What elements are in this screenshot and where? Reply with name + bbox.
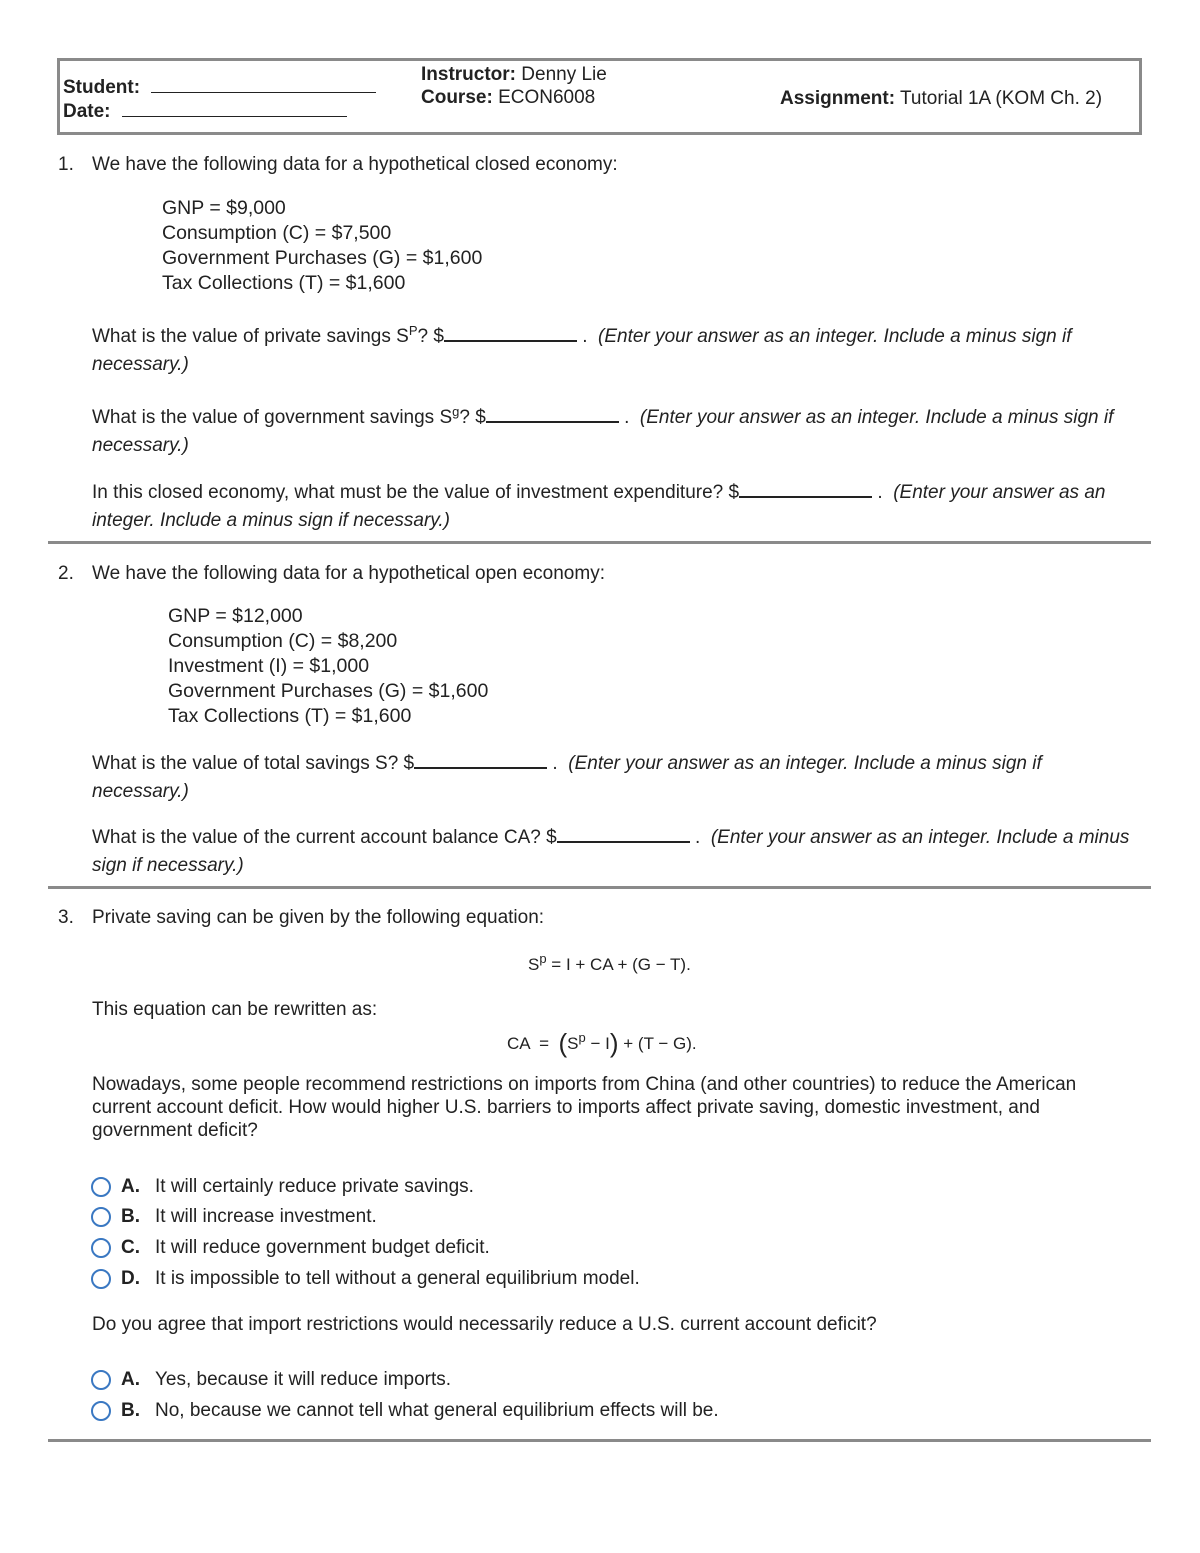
q3-question2-text: Do you agree that import restrictions would necessarily reduce a U.S. current account deficit?	[92, 1314, 877, 1335]
option-letter: B.	[121, 1206, 140, 1227]
eq2-mid: − I	[585, 1034, 610, 1053]
q1-number: 1.	[58, 154, 74, 175]
option-letter: A.	[121, 1369, 140, 1390]
assignment-label: Assignment:	[780, 88, 896, 109]
option-text: Yes, because it will reduce imports.	[155, 1369, 452, 1390]
q2-data-item: Government Purchases (G) = $1,600	[168, 680, 489, 702]
q2-number: 2.	[58, 563, 74, 584]
q1-data-item: Tax Collections (T) = $1,600	[162, 272, 406, 294]
q1-p1-after: ? $	[417, 326, 444, 347]
q1-data-item: GNP = $9,000	[162, 197, 286, 219]
q1-p2-sup: g	[452, 404, 460, 419]
q2-p2-answer-input[interactable]	[557, 823, 690, 843]
divider	[48, 541, 1151, 544]
q1-p1-text: What is the value of private savings S	[92, 326, 409, 347]
q2-p1-answer-input[interactable]	[414, 749, 547, 769]
assignment-field	[780, 88, 1102, 110]
divider	[48, 1439, 1151, 1442]
eq2-open-paren: (	[558, 1028, 568, 1058]
q2-data-item: GNP = $12,000	[168, 605, 303, 627]
q1-part3: In this closed economy, what must be the value of investment expenditure? $ . (Enter your answer as an integer. Include a minus sign if necessary.)	[92, 478, 1105, 535]
q1-intro: We have the following data for a hypothetical closed economy:	[92, 154, 618, 175]
option-letter: A.	[121, 1176, 140, 1197]
q2-intro: We have the following data for a hypothetical open economy:	[92, 563, 605, 584]
course-label: Course:	[421, 87, 493, 108]
instructor-field	[421, 64, 607, 86]
course-field	[421, 87, 595, 109]
q3-intro: Private saving can be given by the following equation:	[92, 907, 545, 928]
student-blank[interactable]	[151, 75, 376, 93]
q1-p3-hint-end: integer. Include a minus sign if necessary.)	[92, 510, 451, 531]
student-label: Student:	[63, 77, 141, 98]
date-field	[63, 99, 347, 123]
q2-part1: What is the value of total savings S? $ . (Enter your answer as an integer. Include a minus sign if necessary.)	[92, 749, 1042, 806]
radio-button[interactable]	[91, 1370, 111, 1390]
eq1-s: S	[528, 955, 540, 974]
q1-p2-after: ? $	[459, 407, 486, 428]
q2-p1-hint: (Enter your answer as an integer. Include a minus sign if	[568, 753, 1042, 774]
instructor-label: Instructor:	[421, 64, 516, 85]
q2-p1-hint-end: necessary.)	[92, 781, 189, 802]
q3-rewrite-text: This equation can be rewritten as:	[92, 999, 378, 1020]
q1-p2-hint-end: necessary.)	[92, 435, 189, 456]
q1-p1-hint-end: necessary.)	[92, 354, 189, 375]
radio-button[interactable]	[91, 1238, 111, 1258]
eq1-rest: = I + CA + (G − T).	[546, 955, 691, 974]
q2-p2-hint: (Enter your answer as an integer. Include a minus	[710, 827, 1130, 848]
q1-p1-answer-input[interactable]	[444, 322, 577, 342]
eq2-close-paren: )	[609, 1028, 619, 1058]
option-text: It will increase investment.	[155, 1206, 377, 1227]
eq2-s: S	[567, 1034, 579, 1053]
date-blank[interactable]	[122, 99, 347, 117]
student-field	[63, 75, 376, 99]
q1-p1-sup: P	[408, 323, 418, 338]
q3-number: 3.	[58, 907, 74, 928]
instructor-value: Denny Lie	[521, 64, 607, 85]
q2-data-list	[168, 604, 488, 729]
q1-data-item: Government Purchases (G) = $1,600	[162, 247, 483, 269]
q1-part1: What is the value of private savings $S^P$? $ . (Enter your answer as an integer. Include a minus sign if necessary.)	[92, 322, 1072, 379]
q1-p3-answer-input[interactable]	[739, 478, 872, 498]
q1-p2-hint: (Enter your answer as an integer. Include a minus sign if	[639, 407, 1114, 428]
q2-data-item: Investment (I) = $1,000	[168, 655, 370, 677]
eq2-sup: p	[578, 1030, 586, 1045]
q3-question-line: Nowadays, some people recommend restrictions on imports from China (and other countries) to reduce the American	[92, 1074, 1077, 1095]
q2-data-item: Tax Collections (T) = $1,600	[168, 705, 412, 727]
q2-p2-hint-end: sign if necessary.)	[92, 855, 244, 876]
radio-button[interactable]	[91, 1177, 111, 1197]
q1-part2: What is the value of government savings $S^g$? $ . (Enter your answer as an integer. Include a minus sign if necessary.)	[92, 403, 1113, 460]
q3-question-text	[92, 1073, 1102, 1142]
option-letter: B.	[121, 1400, 140, 1421]
option-text: No, because we cannot tell what general equilibrium effects will be.	[155, 1400, 719, 1421]
eq2-ca: CA =	[507, 1034, 559, 1053]
q2-data-item: Consumption (C) = $8,200	[168, 630, 398, 652]
divider	[48, 886, 1151, 889]
q2-p2-text: What is the value of the current account balance CA? $	[92, 827, 557, 848]
q1-data-list	[162, 196, 482, 296]
q1-p2-answer-input[interactable]	[486, 403, 619, 423]
course-value: ECON6008	[498, 87, 596, 108]
q1-p3-hint: (Enter your answer as an	[893, 482, 1106, 503]
q1-p1-hint: (Enter your answer as an integer. Include a minus sign if	[598, 326, 1072, 347]
eq2-rest: + (T − G).	[618, 1034, 697, 1053]
option-text: It is impossible to tell without a general equilibrium model.	[155, 1268, 640, 1289]
q3-question-line: government deficit?	[92, 1120, 258, 1141]
equation-private-saving	[528, 951, 691, 975]
option-letter: C.	[121, 1237, 140, 1258]
q2-p1-text: What is the value of total savings S? $	[92, 753, 415, 774]
date-label: Date:	[63, 101, 111, 122]
radio-button[interactable]	[91, 1207, 111, 1227]
eq1-sup: p	[539, 951, 547, 966]
assignment-value: Tutorial 1A (KOM Ch. 2)	[900, 88, 1103, 109]
option-letter: D.	[121, 1268, 140, 1289]
option-text: It will reduce government budget deficit.	[155, 1237, 490, 1258]
q1-p3-text: In this closed economy, what must be the value of investment expenditure? $	[92, 482, 740, 503]
radio-button[interactable]	[91, 1269, 111, 1289]
header-box	[57, 58, 1142, 135]
option-text: It will certainly reduce private savings.	[155, 1176, 474, 1197]
equation-current-account	[507, 1028, 697, 1059]
q1-p2-text: What is the value of government savings S	[92, 407, 453, 428]
q2-part2: What is the value of the current account balance CA? $ . (Enter your answer as an integer. Include a minus sign if necessary.)	[92, 823, 1129, 880]
q1-data-item: Consumption (C) = $7,500	[162, 222, 392, 244]
radio-button[interactable]	[91, 1401, 111, 1421]
q3-question-line: current account deficit. How would higher U.S. barriers to imports affect private saving, domestic investment, and	[92, 1097, 1040, 1118]
